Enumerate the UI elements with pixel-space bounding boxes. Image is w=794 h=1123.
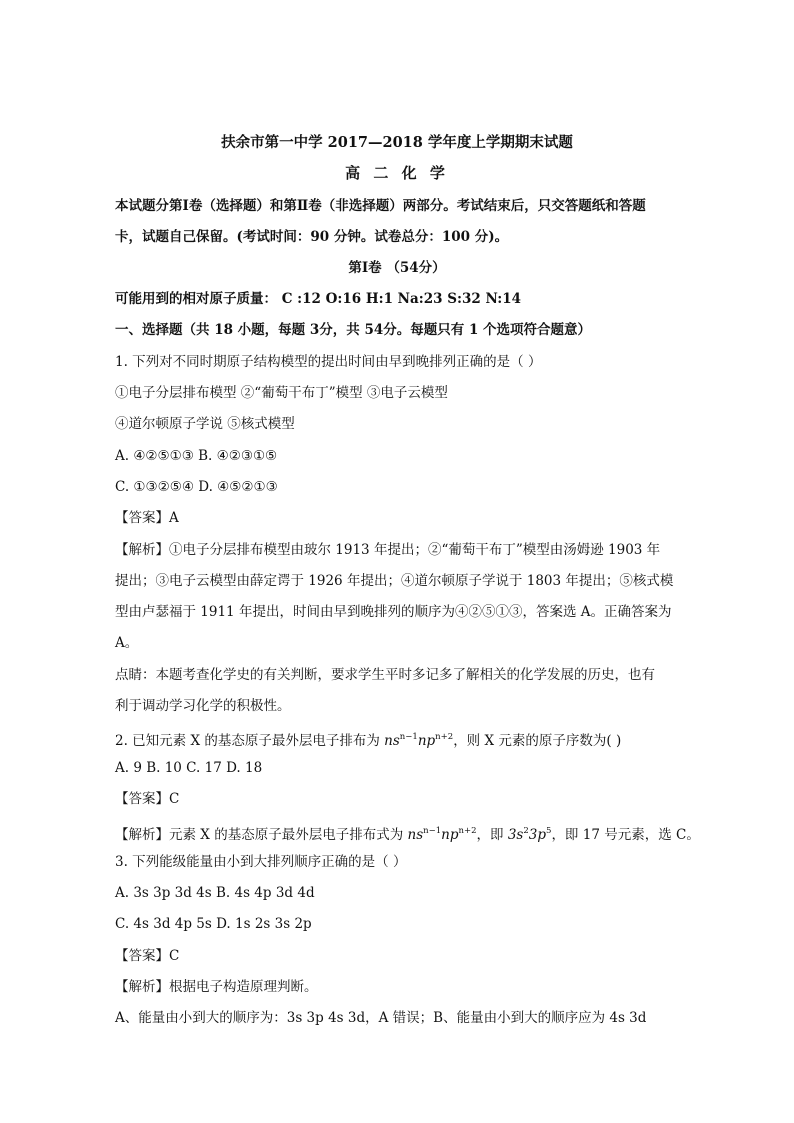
q2-analysis bbox=[115, 822, 700, 844]
q2-analysis-3p: 3 bbox=[528, 827, 538, 843]
q2-analysis-sup-p: 5 bbox=[546, 826, 552, 836]
q2-stem-tail: ，则 X 元素的原子序数为( ) bbox=[453, 733, 622, 749]
q3-options-ab: A. 3s 3p 3d 4s B. 4s 4p 3d 4d bbox=[115, 885, 315, 901]
q3-analysis-2: A、能量由小到大的顺序为：3s 3p 4s 3d，A 错误；B、能量由小到大的顺序应为 4s 3d bbox=[115, 1010, 647, 1026]
q3-answer: 【答案】C bbox=[115, 948, 180, 964]
q1-analysis-2: 提出；③电子云模型由薛定谔于 1926 年提出；④道尔顿原子学说于 1803 年提出；⑤核式模 bbox=[115, 573, 674, 589]
q2-analysis-formula-sup-p: n+2 bbox=[458, 826, 477, 836]
intro-line-2: 卡，试题自己保留。(考试时间：90 分钟。试卷总分：100 分)。 bbox=[115, 229, 509, 245]
q2-formula-sup-p: n+2 bbox=[435, 732, 454, 742]
q2-analysis-p: p bbox=[537, 827, 547, 843]
q1-analysis-3: 型由卢瑟福于 1911 年提出，时间由早到晚排列的顺序为④②⑤①③，答案选 A。正确答案为 bbox=[115, 604, 672, 620]
q3-options-cd: C. 4s 3d 4p 5s D. 1s 2s 3s 2p bbox=[115, 916, 312, 932]
q1-answer: 【答案】A bbox=[115, 510, 179, 526]
q1-options-cd: C. ①③②⑤④ D. ④⑤②①③ bbox=[115, 479, 278, 495]
q1-items-1: ①电子分层排布模型 ②“葡萄干布丁”模型 ③电子云模型 bbox=[115, 385, 448, 401]
intro-line-1: 本试题分第Ⅰ卷（选择题）和第Ⅱ卷（非选择题）两部分。考试结束后，只交答题纸和答题 bbox=[115, 198, 646, 214]
q1-analysis-1: 【解析】①电子分层排布模型由玻尔 1913 年提出；②“葡萄干布丁”模型由汤姆逊 1903 年 bbox=[115, 542, 661, 558]
q1-analysis-4: A。 bbox=[115, 635, 139, 651]
q2-analysis-formula-s: s bbox=[416, 827, 424, 843]
q2-analysis-mid: ，即 bbox=[476, 827, 508, 843]
q2-formula-n2: n bbox=[417, 733, 427, 749]
q3-analysis: 【解析】根据电子构造原理判断。 bbox=[115, 979, 318, 995]
q2-analysis-formula-p: p bbox=[449, 827, 459, 843]
q2-formula-sup-s: n−1 bbox=[399, 732, 418, 742]
q1-comment-2: 利于调动学习化学的积极性。 bbox=[115, 698, 291, 714]
q2-formula-p: p bbox=[426, 733, 436, 749]
q2-stem-text: 2. 已知元素 X 的基态原子最外层电子排布为 bbox=[115, 733, 385, 749]
q2-analysis-formula-sup-s: n−1 bbox=[423, 826, 442, 836]
q2-formula-n: n bbox=[384, 733, 393, 749]
q2-formula-s: s bbox=[392, 733, 400, 749]
volume-title: 第Ⅰ卷 （54分） bbox=[348, 260, 446, 276]
q1-stem: 1. 下列对不同时期原子结构模型的提出时间由早到晚排列正确的是（ ） bbox=[115, 354, 542, 370]
atomic-mass-line: 可能用到的相对原子质量： C :12 O:16 H:1 Na:23 S:32 N:14 bbox=[115, 291, 522, 307]
q2-analysis-3: 3 bbox=[507, 827, 517, 843]
exam-title: 扶余市第一中学 2017—2018 学年度上学期期末试题 bbox=[221, 134, 573, 151]
q1-items-2: ④道尔顿原子学说 ⑤核式模型 bbox=[115, 416, 295, 432]
q2-analysis-text: 【解析】元素 X 的基态原子最外层电子排布式为 bbox=[115, 827, 408, 843]
subject-title: 高 二 化 学 bbox=[345, 164, 449, 182]
q2-options: A. 9 B. 10 C. 17 D. 18 bbox=[115, 760, 263, 776]
q1-comment-1: 点睛：本题考查化学史的有关判断，要求学生平时多记多了解相关的化学发展的历史，也有 bbox=[115, 667, 655, 683]
q2-analysis-formula-n2: n bbox=[441, 827, 450, 843]
q2-analysis-s: s bbox=[516, 827, 524, 843]
q2-analysis-formula-n: n bbox=[407, 827, 417, 843]
q2-stem bbox=[115, 728, 621, 750]
q3-stem: 3. 下列能级能量由小到大排列顺序正确的是（ ） bbox=[115, 854, 407, 870]
q2-analysis-tail: ，即 17 号元素，选 C。 bbox=[551, 827, 700, 843]
q2-analysis-sup-s: 2 bbox=[523, 826, 529, 836]
q1-options-ab: A. ④②⑤①③ B. ④②③①⑤ bbox=[115, 448, 278, 464]
section-heading: 一、选择题（共 18 小题，每题 3分，共 54分。每题只有 1 个选项符合题意） bbox=[115, 322, 592, 338]
q2-answer: 【答案】C bbox=[115, 791, 180, 807]
